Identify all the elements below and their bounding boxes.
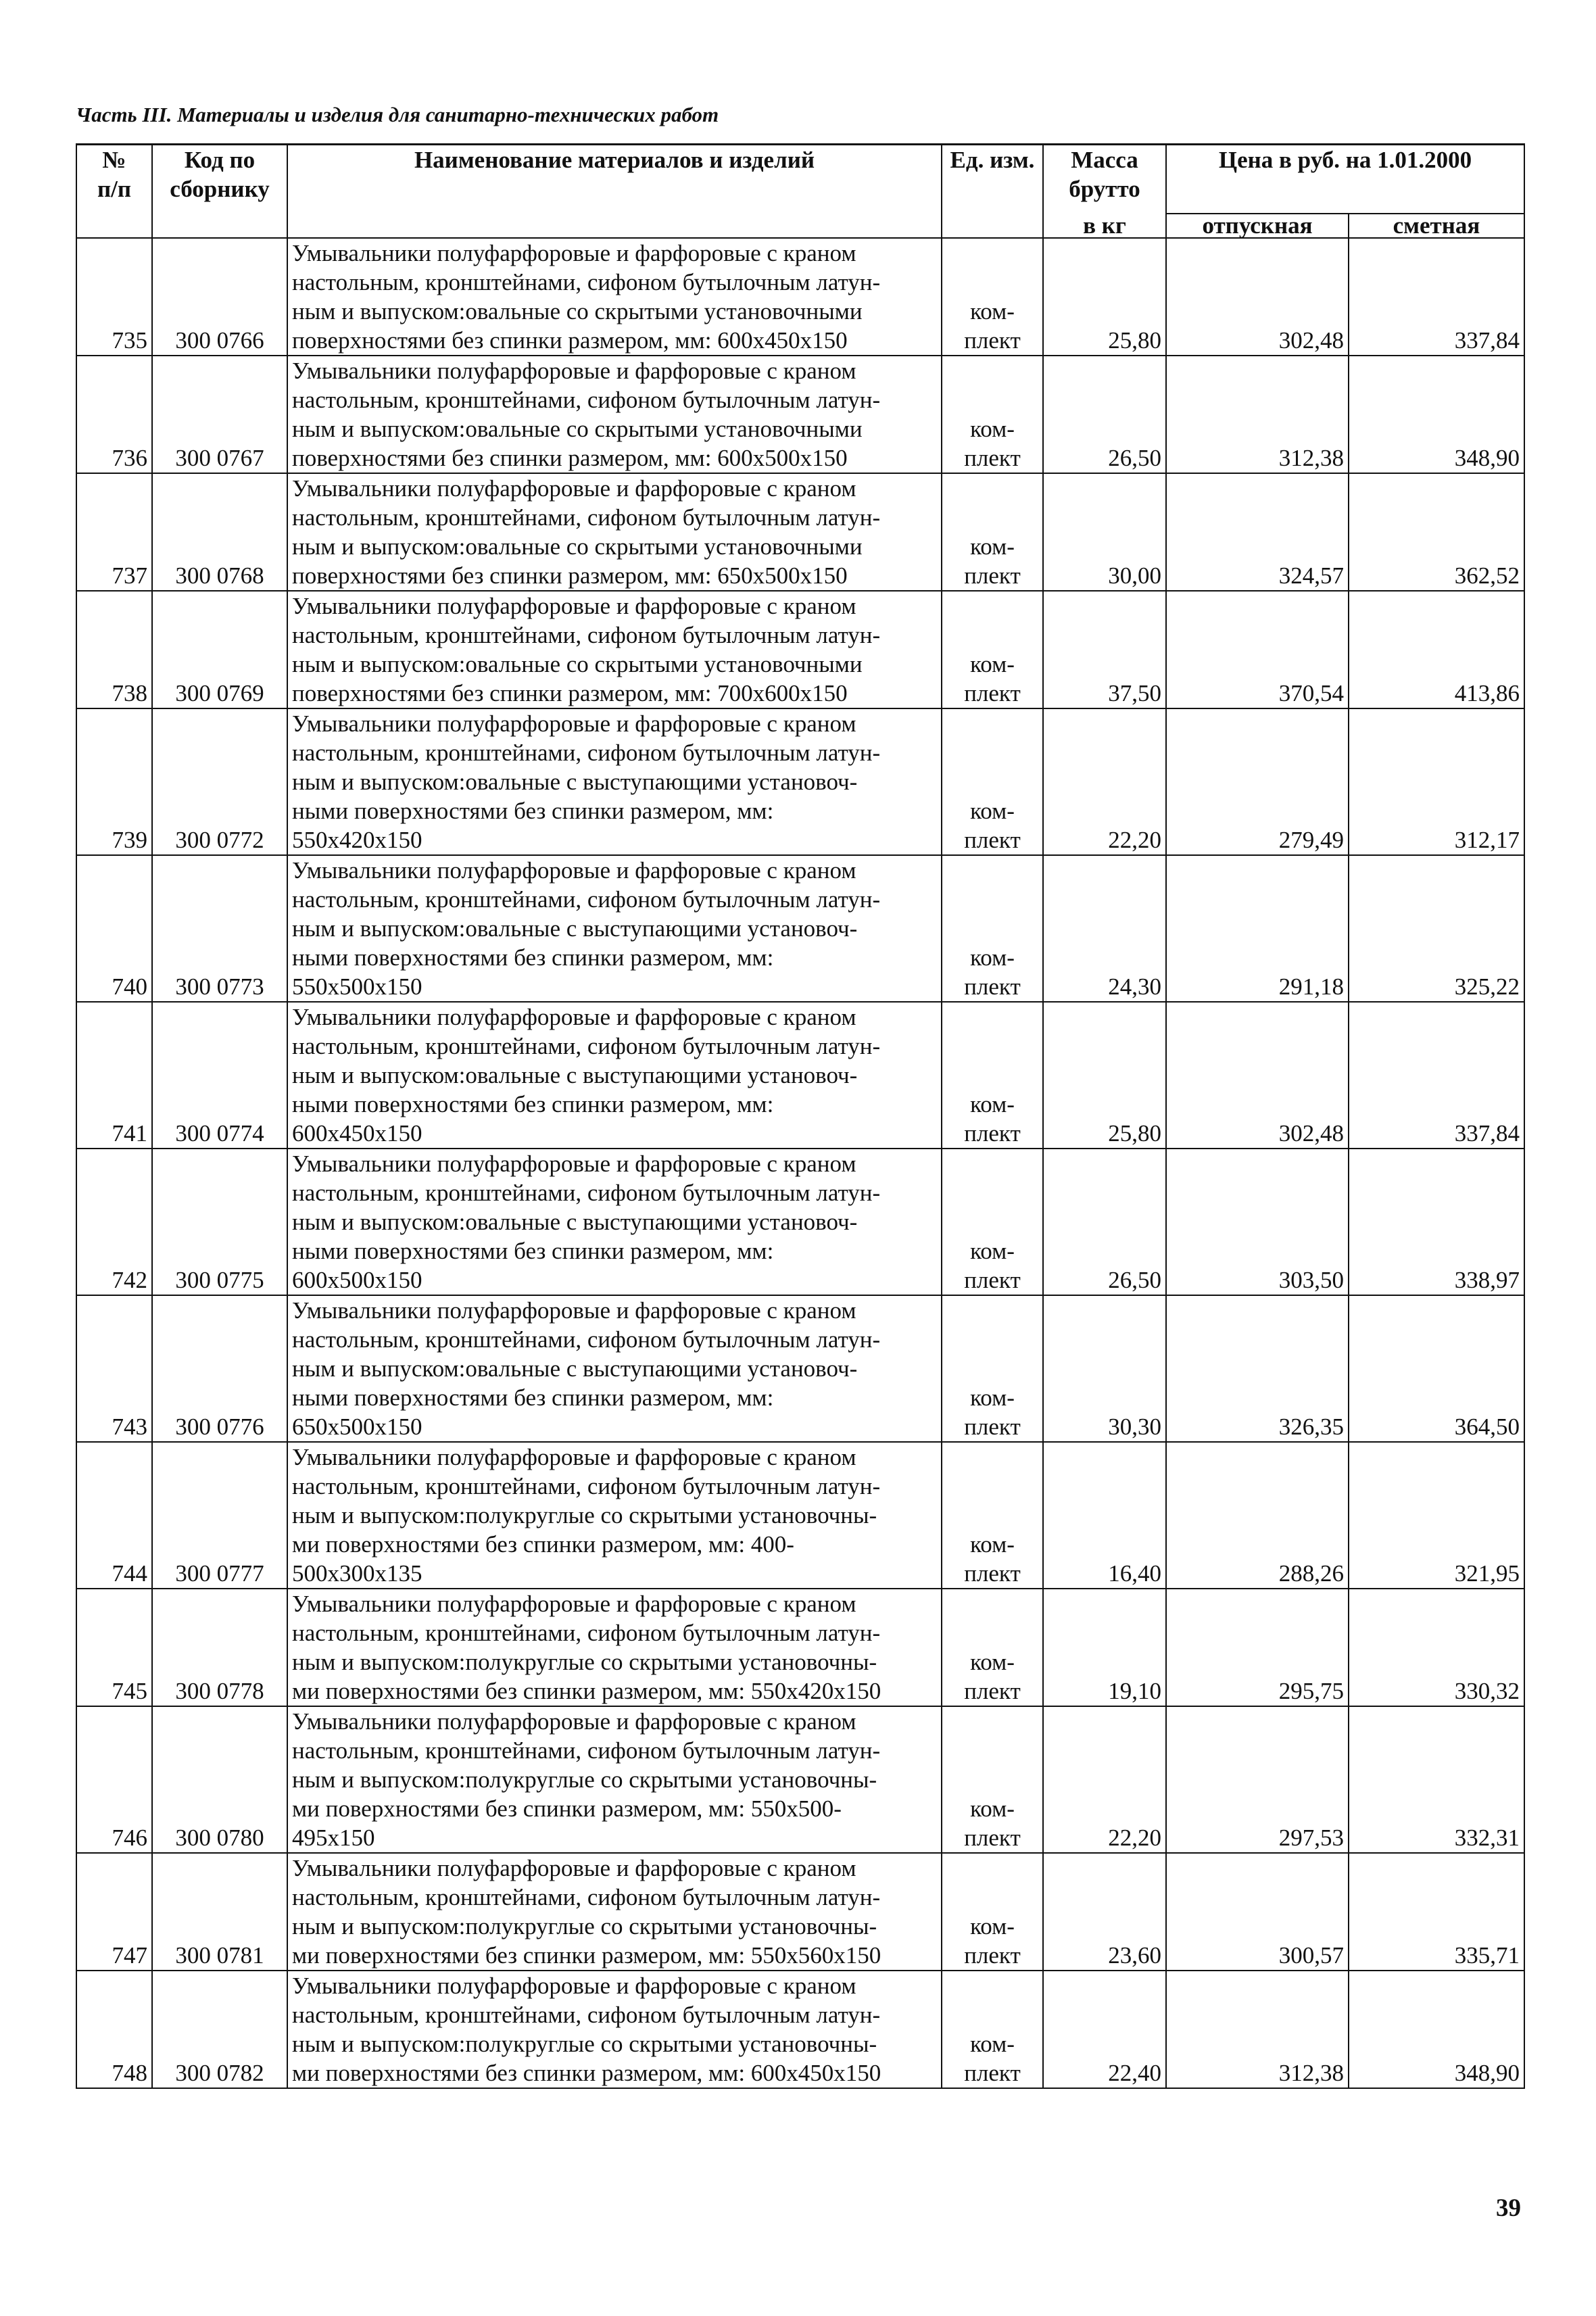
col-header-name: Наименование материалов и изделий: [287, 145, 942, 239]
cell-price: 300,57: [1166, 1853, 1349, 1971]
cell-price: 295,75: [1166, 1589, 1349, 1706]
cell-price: 312,38: [1166, 1971, 1349, 2088]
table-row: [76, 1002, 1524, 1149]
col-header-price-group: Цена в руб. на 1.01.2000: [1166, 145, 1524, 214]
cell-code: 300 0768: [152, 473, 287, 591]
col-header-num: № п/п: [76, 145, 152, 239]
cell-unit: ком- плект: [942, 1589, 1043, 1706]
cell-estimate: 321,95: [1349, 1442, 1524, 1589]
table-row: [76, 1853, 1524, 1971]
cell-num: 748: [76, 1971, 152, 2088]
cell-estimate: 364,50: [1349, 1295, 1524, 1442]
cell-unit: ком- плект: [942, 1002, 1043, 1149]
cell-num: 744: [76, 1442, 152, 1589]
cell-code: 300 0769: [152, 591, 287, 708]
cell-num: 740: [76, 855, 152, 1002]
cell-code: 300 0774: [152, 1002, 287, 1149]
cell-estimate: 325,22: [1349, 855, 1524, 1002]
cell-name: Умывальники полуфарфоровые и фарфоровые с краном настольным, кронштейнами, сифоном бутылочным латун- ным и выпуском:полукруглые со скрытыми установочны- ми поверхностями без спинки размером, мм: 600х450х150: [287, 1971, 942, 2088]
table-row: [76, 855, 1524, 1002]
col-header-unit: Ед. изм.: [942, 145, 1043, 239]
page-number: 39: [1496, 2194, 1521, 2222]
cell-num: 743: [76, 1295, 152, 1442]
cell-name: Умывальники полуфарфоровые и фарфоровые с краном настольным, кронштейнами, сифоном бутылочным латун- ным и выпуском:полукруглые со скрытыми установочны- ми поверхностями без спинки размером, мм: 400- 500х300х135: [287, 1442, 942, 1589]
cell-num: 735: [76, 238, 152, 356]
cell-unit: ком- плект: [942, 855, 1043, 1002]
table-row: [76, 1295, 1524, 1442]
cell-unit: ком- плект: [942, 591, 1043, 708]
cell-code: 300 0766: [152, 238, 287, 356]
table-row: [76, 1149, 1524, 1295]
cell-code: 300 0781: [152, 1853, 287, 1971]
cell-estimate: 337,84: [1349, 1002, 1524, 1149]
table-row: [76, 1706, 1524, 1853]
header-row: [76, 145, 1524, 214]
cell-price: 312,38: [1166, 356, 1349, 473]
cell-name: Умывальники полуфарфоровые и фарфоровые с краном настольным, кронштейнами, сифоном бутылочным латун- ным и выпуском:овальные с выступающими установоч- ными поверхностями без спинки размером, мм: 600х450х150: [287, 1002, 942, 1149]
cell-unit: ком- плект: [942, 1442, 1043, 1589]
cell-mass: 22,20: [1043, 708, 1166, 855]
table-row: [76, 238, 1524, 356]
cell-price: 291,18: [1166, 855, 1349, 1002]
cell-mass: 30,00: [1043, 473, 1166, 591]
cell-price: 302,48: [1166, 1002, 1349, 1149]
cell-name: Умывальники полуфарфоровые и фарфоровые с краном настольным, кронштейнами, сифоном бутылочным латун- ным и выпуском:овальные со скрытыми установочными поверхностями без спинки размером, мм: 650х500х150: [287, 473, 942, 591]
cell-mass: 23,60: [1043, 1853, 1166, 1971]
cell-unit: ком- плект: [942, 356, 1043, 473]
cell-estimate: 337,84: [1349, 238, 1524, 356]
cell-mass: 26,50: [1043, 356, 1166, 473]
cell-unit: ком- плект: [942, 1853, 1043, 1971]
cell-code: 300 0772: [152, 708, 287, 855]
cell-mass: 22,40: [1043, 1971, 1166, 2088]
cell-num: 739: [76, 708, 152, 855]
cell-mass: 19,10: [1043, 1589, 1166, 1706]
cell-unit: ком- плект: [942, 1149, 1043, 1295]
cell-code: 300 0773: [152, 855, 287, 1002]
cell-num: 746: [76, 1706, 152, 1853]
cell-num: 737: [76, 473, 152, 591]
cell-estimate: 338,97: [1349, 1149, 1524, 1295]
cell-price: 288,26: [1166, 1442, 1349, 1589]
cell-unit: ком- плект: [942, 708, 1043, 855]
cell-estimate: 413,86: [1349, 591, 1524, 708]
cell-mass: 24,30: [1043, 855, 1166, 1002]
cell-code: 300 0767: [152, 356, 287, 473]
cell-name: Умывальники полуфарфоровые и фарфоровые с краном настольным, кронштейнами, сифоном бутылочным латун- ным и выпуском:полукруглые со скрытыми установочны- ми поверхностями без спинки размером, мм: 550х500- 495х150: [287, 1706, 942, 1853]
cell-code: 300 0777: [152, 1442, 287, 1589]
cell-name: Умывальники полуфарфоровые и фарфоровые с краном настольным, кронштейнами, сифоном бутылочным латун- ным и выпуском:овальные с выступающими установоч- ными поверхностями без спинки размером, мм: 550х500х150: [287, 855, 942, 1002]
cell-mass: 22,20: [1043, 1706, 1166, 1853]
cell-price: 324,57: [1166, 473, 1349, 591]
materials-table: [76, 143, 1525, 2089]
table-row: [76, 473, 1524, 591]
cell-name: Умывальники полуфарфоровые и фарфоровые с краном настольным, кронштейнами, сифоном бутылочным латун- ным и выпуском:овальные с выступающими установоч- ными поверхностями без спинки размером, мм: 550х420х150: [287, 708, 942, 855]
cell-price: 302,48: [1166, 238, 1349, 356]
cell-unit: ком- плект: [942, 473, 1043, 591]
cell-estimate: 312,17: [1349, 708, 1524, 855]
cell-code: 300 0778: [152, 1589, 287, 1706]
col-header-mass: Масса брутто: [1043, 145, 1166, 214]
cell-price: 370,54: [1166, 591, 1349, 708]
cell-mass: 16,40: [1043, 1442, 1166, 1589]
cell-price: 279,49: [1166, 708, 1349, 855]
cell-estimate: 362,52: [1349, 473, 1524, 591]
cell-num: 736: [76, 356, 152, 473]
table-row: [76, 1971, 1524, 2088]
cell-name: Умывальники полуфарфоровые и фарфоровые с краном настольным, кронштейнами, сифоном бутылочным латун- ным и выпуском:овальные с выступающими установоч- ными поверхностями без спинки размером, мм: 600х500х150: [287, 1149, 942, 1295]
col-header-mass-unit: в кг: [1043, 214, 1166, 238]
cell-estimate: 330,32: [1349, 1589, 1524, 1706]
table-row: [76, 591, 1524, 708]
cell-num: 745: [76, 1589, 152, 1706]
cell-mass: 26,50: [1043, 1149, 1166, 1295]
cell-name: Умывальники полуфарфоровые и фарфоровые с краном настольным, кронштейнами, сифоном бутылочным латун- ным и выпуском:полукруглые со скрытыми установочны- ми поверхностями без спинки размером, мм: 550х560х150: [287, 1853, 942, 1971]
section-title: Часть III. Материалы и изделия для санитарно-технических работ: [76, 103, 719, 126]
cell-name: Умывальники полуфарфоровые и фарфоровые с краном настольным, кронштейнами, сифоном бутылочным латун- ным и выпуском:овальные со скрытыми установочными поверхностями без спинки размером, мм: 700х600х150: [287, 591, 942, 708]
cell-price: 303,50: [1166, 1149, 1349, 1295]
cell-name: Умывальники полуфарфоровые и фарфоровые с краном настольным, кронштейнами, сифоном бутылочным латун- ным и выпуском:овальные со скрытыми установочными поверхностями без спинки размером, мм: 600х450х150: [287, 238, 942, 356]
cell-estimate: 332,31: [1349, 1706, 1524, 1853]
table-row: [76, 1589, 1524, 1706]
table-row: [76, 708, 1524, 855]
cell-num: 742: [76, 1149, 152, 1295]
cell-estimate: 348,90: [1349, 356, 1524, 473]
cell-code: 300 0776: [152, 1295, 287, 1442]
cell-code: 300 0782: [152, 1971, 287, 2088]
cell-mass: 37,50: [1043, 591, 1166, 708]
cell-mass: 25,80: [1043, 238, 1166, 356]
table-row: [76, 1442, 1524, 1589]
cell-estimate: 348,90: [1349, 1971, 1524, 2088]
table-row: [76, 356, 1524, 473]
col-header-price-estimate: сметная: [1349, 214, 1524, 238]
cell-name: Умывальники полуфарфоровые и фарфоровые с краном настольным, кронштейнами, сифоном бутылочным латун- ным и выпуском:овальные со скрытыми установочными поверхностями без спинки размером, мм: 600х500х150: [287, 356, 942, 473]
cell-unit: ком- плект: [942, 1295, 1043, 1442]
cell-unit: ком- плект: [942, 1971, 1043, 2088]
cell-num: 747: [76, 1853, 152, 1971]
cell-price: 326,35: [1166, 1295, 1349, 1442]
cell-unit: ком- плект: [942, 1706, 1043, 1853]
cell-estimate: 335,71: [1349, 1853, 1524, 1971]
cell-mass: 30,30: [1043, 1295, 1166, 1442]
col-header-price-release: отпускная: [1166, 214, 1349, 238]
col-header-code: Код по сборнику: [152, 145, 287, 239]
cell-name: Умывальники полуфарфоровые и фарфоровые с краном настольным, кронштейнами, сифоном бутылочным латун- ным и выпуском:полукруглые со скрытыми установочны- ми поверхностями без спинки размером, мм: 550х420х150: [287, 1589, 942, 1706]
cell-code: 300 0780: [152, 1706, 287, 1853]
cell-mass: 25,80: [1043, 1002, 1166, 1149]
cell-code: 300 0775: [152, 1149, 287, 1295]
cell-num: 741: [76, 1002, 152, 1149]
cell-unit: ком- плект: [942, 238, 1043, 356]
cell-price: 297,53: [1166, 1706, 1349, 1853]
cell-name: Умывальники полуфарфоровые и фарфоровые с краном настольным, кронштейнами, сифоном бутылочным латун- ным и выпуском:овальные с выступающими установоч- ными поверхностями без спинки размером, мм: 650х500х150: [287, 1295, 942, 1442]
cell-num: 738: [76, 591, 152, 708]
